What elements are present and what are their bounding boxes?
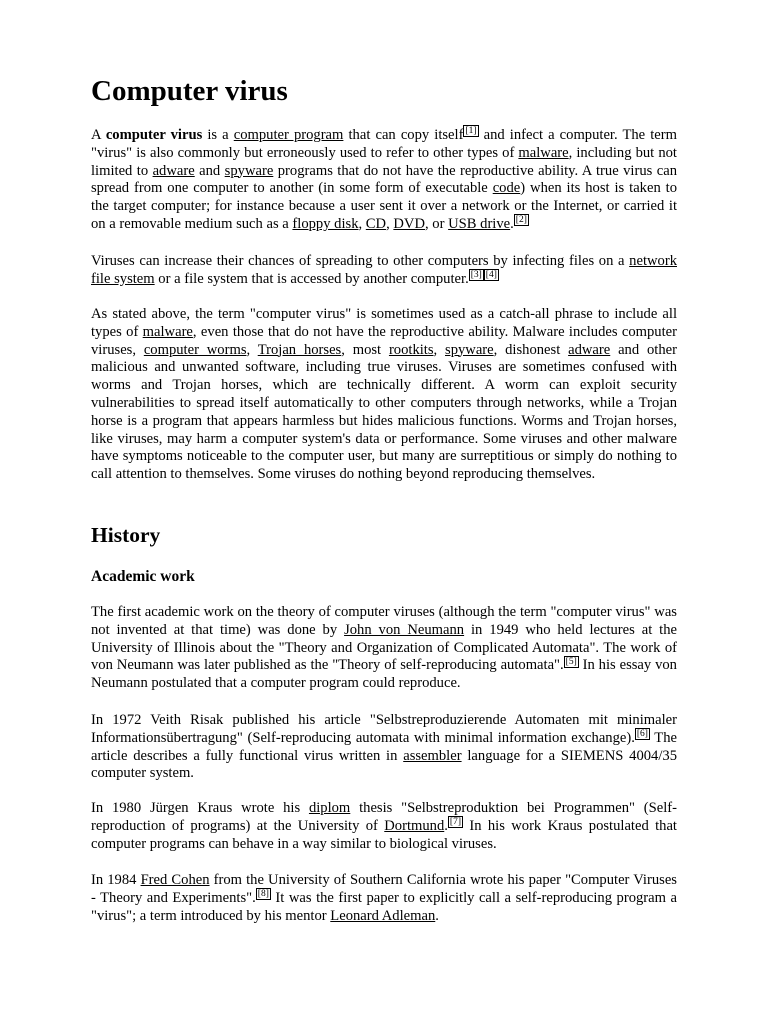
link-malware[interactable]: malware <box>518 144 569 161</box>
bold-term: computer virus <box>105 127 203 143</box>
link-diplom[interactable]: diplom <box>308 800 351 816</box>
ref-link[interactable]: [6] <box>636 728 648 739</box>
section-heading-history: History <box>91 523 161 547</box>
link-network-file-system[interactable]: network file system <box>91 253 677 287</box>
link-adware[interactable]: adware <box>152 162 195 179</box>
ref-link[interactable]: [7] <box>449 816 461 827</box>
page-title: Computer virus <box>91 75 288 107</box>
paragraph: As stated above, the term "computer virus" is sometimes used as a catch-all phrase to include all types of malware, even those that do not have the reproductive ability. Malware includes computer viruses, computer worms, Trojan horses, most rootkits, spyware, dishonest adware and other malicious and unwanted software, including true viruses. Viruses are sometimes confused with worms and Trojan horses, which are technically different. A worm can exploit security vulnerabilities to spread itself automatically to other computers through networks, while a Trojan horse is a program that appears harmless but hides malicious functions. Worms and Trojan horses, like viruses, may harm a computer system's data or performance. Some viruses and other malware have symptoms noticeable to the computer user, but many are surreptitious or simply do nothing to call attention to themselves. Some viruses do nothing beyond reproducing themselves. <box>91 306 677 483</box>
link-cd[interactable]: CD <box>365 215 387 232</box>
link-malware[interactable]: malware <box>142 323 193 340</box>
link-dvd[interactable]: DVD <box>393 215 425 232</box>
link-computer-worms[interactable]: computer worms <box>143 341 247 358</box>
link-dortmund[interactable]: Dortmund <box>384 817 445 834</box>
link-leonard-adleman[interactable]: Leonard Adleman <box>330 907 436 924</box>
link-adware[interactable]: adware <box>568 341 611 358</box>
ref-link[interactable]: [2] <box>515 215 527 226</box>
link-spyware[interactable]: spyware <box>445 341 494 358</box>
subsection-heading-academic-work: Academic work <box>91 568 195 585</box>
link-trojan-horses[interactable]: Trojan horses <box>257 341 342 358</box>
paragraph: In 1980 Jürgen Kraus wrote his diplom thesis "Selbstreproduktion bei Programmen" (Self-reproduction of programs) at the University of Dortmund. [7] In his work Kraus postulated that computer programs can behave in a way similar to biological viruses. <box>91 800 677 852</box>
link-computer-program[interactable]: computer program <box>233 127 344 143</box>
ref-link[interactable]: [8] <box>257 888 269 899</box>
link-rootkits[interactable]: rootkits <box>388 341 434 358</box>
link-spyware[interactable]: spyware <box>224 162 274 179</box>
paragraph: In 1972 Veith Risak published his article "Selbstreproduzierende Automaten mit minimaler Informationsübertragung" (Self-reproducing automata with minimal information exchange). [6] The article describes a fully functional virus written in assembler language for a SIEMENS 4004/35 computer system. <box>91 712 678 782</box>
paragraph: In 1984 Fred Cohen from the University of Southern California wrote his paper "Computer Viruses - Theory and Experiments". [8] It was the first paper to explicitly call a self-reproducing program a "virus"; a term introduced by his mentor Leonard Adleman. <box>91 872 677 924</box>
link-fred-cohen[interactable]: Fred Cohen <box>140 872 210 888</box>
link-code[interactable]: code <box>492 180 521 197</box>
link-floppy-disk[interactable]: floppy disk <box>292 215 359 232</box>
ref-link[interactable]: [3] <box>470 269 482 280</box>
paragraph: The first academic work on the theory of computer viruses (although the term "computer virus" was not invented at that time) was done by John von Neumann in 1949 who held lectures at the University of Illinois about the "Theory and Organization of Complicated Automata". The work of von Neumann was later published as the "Theory of self-reproducing automata". [5] In his essay von Neumann postulated that a computer program could reproduce. <box>91 604 678 692</box>
ref-link[interactable]: [5] <box>565 656 577 667</box>
link-john-von-neumann[interactable]: John von Neumann <box>344 621 465 638</box>
link-usb-drive[interactable]: USB drive <box>448 215 511 232</box>
paragraph: Viruses can increase their chances of spreading to other computers by infecting files on a network file system or a file system that is accessed by another computer. [3] [4] <box>91 253 677 287</box>
intro-paragraph: A computer virus is a computer program that can copy itself [1] and infect a computer. The term "virus" is also commonly but erroneously used to refer to other types of malware, including but not limited to adware and spyware programs that do not have the reproductive ability. A true virus can spread from one computer to another (in some form of executable code) when its host is taken to the target computer; for instance because a user sent it over a network or the Internet, or carried it on a removable medium such as a floppy disk, CD, DVD, or USB drive. [2] <box>91 126 678 232</box>
link-assembler[interactable]: assembler <box>403 747 462 764</box>
ref-link[interactable]: [1] <box>465 126 477 137</box>
ref-link[interactable]: [4] <box>485 269 497 280</box>
